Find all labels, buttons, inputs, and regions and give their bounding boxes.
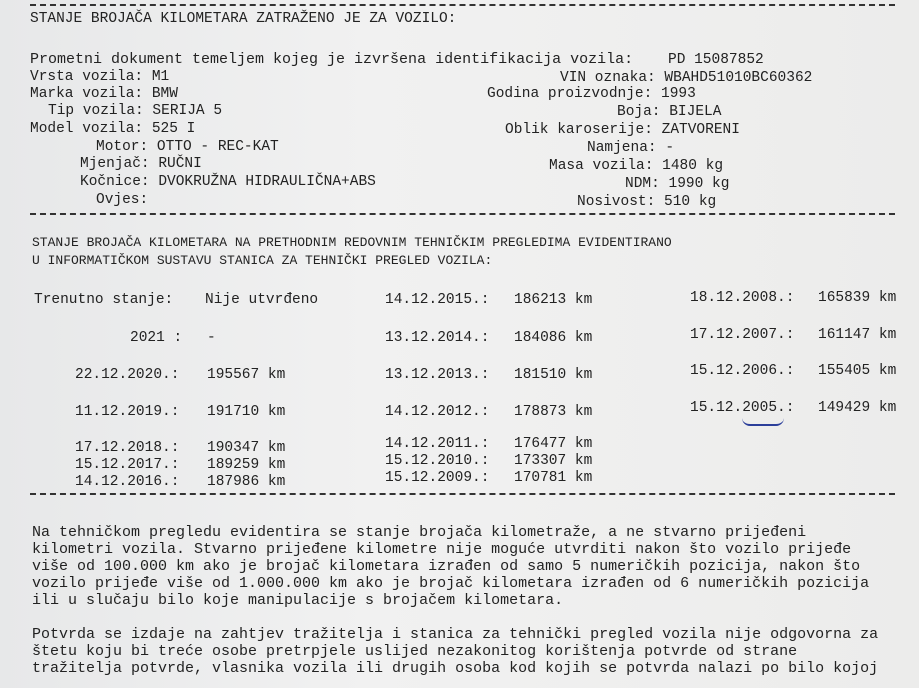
history-date: 22.12.2020.: [75,367,180,383]
history-km: 181510 km [514,367,593,383]
header-title: STANJE BROJAČA KILOMETARA ZATRAŽENO JE ZA VOZILO: [30,11,457,27]
boja: Boja: BIJELA [617,104,722,120]
history-date: 13.12.2013.: [385,367,490,383]
history-date: 13.12.2014.: [385,330,490,346]
notice-line: tražitelja potvrde, vlasnika vozila ili drugih osoba kod kojih se potvrda nalazi po bilo kojoj [32,660,879,677]
pen-underline-mark [742,418,784,426]
history-date: 15.12.2006.: [690,363,795,379]
tip-vozila: Tip vozila: SERIJA 5 [48,103,223,119]
notice-line: Potvrda se izdaje na zahtjev tražitelja i stanica za tehnički pregled vozila nije odgovorna za [32,626,879,643]
history-date: 14.12.2016.: [75,474,180,490]
history-km: 155405 km [818,363,897,379]
history-date: 18.12.2008.: [690,290,795,306]
marka-vozila: Marka vozila: BMW [30,86,178,102]
history-date: 14.12.2015.: [385,292,490,308]
history-km: 170781 km [514,470,593,486]
history-km: 189259 km [207,457,286,473]
vin: VIN oznaka: WBAHD51010BC60362 [560,70,813,86]
nosivost: Nosivost: 510 kg [577,194,717,210]
notice-line: vozilo prijeđe više od 1.000.000 km ako je brojač kilometara izrađen od 6 numeričkih pozicija [32,575,870,592]
history-km: - [207,330,216,346]
history-title-1: STANJE BROJAČA KILOMETARA NA PRETHODNIM REDOVNIM TEHNIČKIM PREGLEDIMA EVIDENTIRANO [32,235,672,250]
divider [30,213,895,215]
motor: Motor: OTTO - REC-KAT [96,139,279,155]
history-date: 14.12.2011.: [385,436,490,452]
notice-line: Na tehničkom pregledu evidentira se stanje brojača kilometraže, a ne stvarno prijeđeni [32,524,807,541]
history-km: 187986 km [207,474,286,490]
godina: Godina proizvodnje: 1993 [487,86,696,102]
history-km: 191710 km [207,404,286,420]
history-km: 176477 km [514,436,593,452]
doc-label: Prometni dokument temeljem kojeg je izvršena identifikacija vozila: [30,51,634,68]
current-value: Nije utvrđeno [205,292,319,308]
oblik-karoserije: Oblik karoserije: ZATVORENI [505,122,740,138]
mjenjac: Mjenjač: RUČNI [80,156,202,172]
masa: Masa vozila: 1480 kg [549,158,724,174]
history-date: 2021 : [130,330,183,346]
history-date: 15.12.2010.: [385,453,490,469]
current-label: Trenutno stanje: [34,292,174,308]
history-km: 173307 km [514,453,593,469]
namjena: Namjena: - [587,140,675,156]
history-km: 149429 km [818,400,897,416]
history-date: 15.12.2009.: [385,470,490,486]
history-km: 161147 km [818,327,897,343]
notice-line: štetu koju bi treće osobe pretrpjele uslijed nezakonitog korištenja potvrde od strane [32,643,798,660]
notice-line: ili u slučaju bilo koje manipulacije s brojačem kilometara. [32,592,564,609]
kocnice: Kočnice: DVOKRUŽNA HIDRAULIČNA+ABS [80,174,376,190]
history-date: 11.12.2019.: [75,404,180,420]
history-date: 15.12.2005.: [690,400,795,416]
history-km: 195567 km [207,367,286,383]
vrsta-vozila: Vrsta vozila: M1 [30,69,170,85]
divider [30,493,895,495]
history-km: 190347 km [207,440,286,456]
history-km: 165839 km [818,290,897,306]
history-title-2: U INFORMATIČKOM SUSTAVU STANICA ZA TEHNIČKI PREGLED VOZILA: [32,253,493,268]
doc-value: PD 15087852 [668,52,764,68]
model-vozila: Model vozila: 525 I [30,121,196,137]
ndm: NDM: 1990 kg [625,176,730,192]
notice-line: kilometri vozila. Stvarno prijeđene kilometre nije moguće utvrditi nakon što vozilo prijeđe [32,541,852,558]
ovjes: Ovjes: [96,192,149,208]
notice-line: više od 100.000 km ako je brojač kilometara izrađen od samo 5 numeričkih pozicija, nakon što [32,558,861,575]
divider [30,4,895,6]
history-date: 14.12.2012.: [385,404,490,420]
history-date: 15.12.2017.: [75,457,180,473]
history-km: 178873 km [514,404,593,420]
history-km: 184086 km [514,330,593,346]
history-date: 17.12.2007.: [690,327,795,343]
history-km: 186213 km [514,292,593,308]
history-date: 17.12.2018.: [75,440,180,456]
